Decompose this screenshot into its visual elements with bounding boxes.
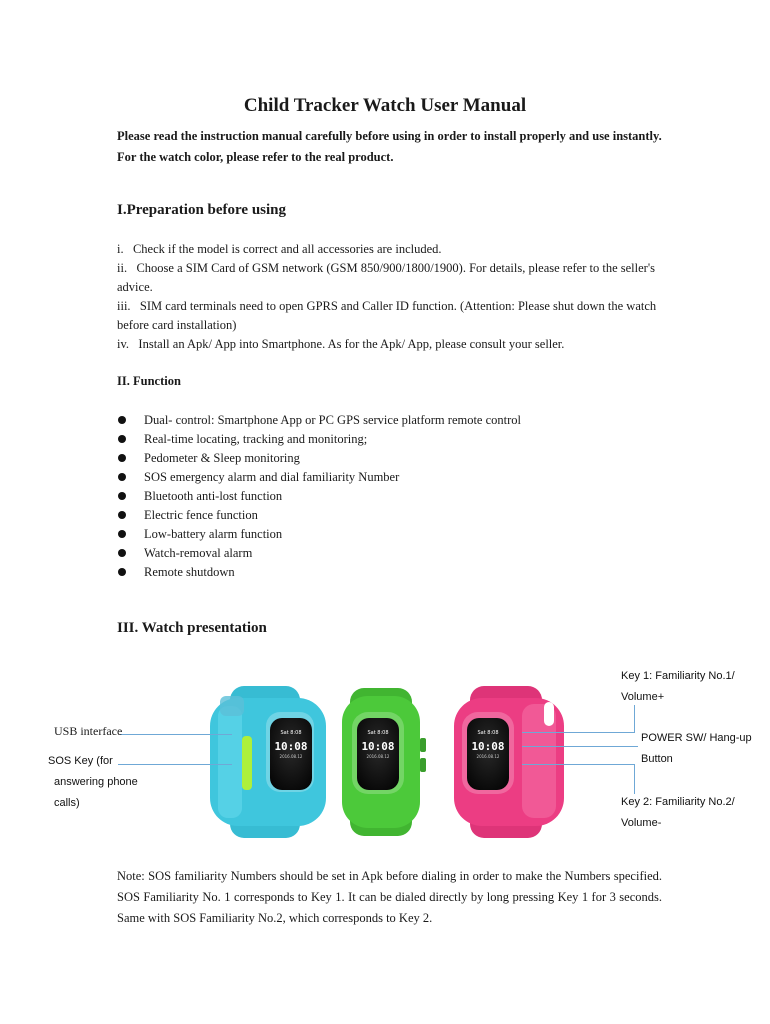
bullet-icon <box>118 511 126 519</box>
function-item-label: Low-battery alarm function <box>144 527 283 541</box>
function-item <box>117 487 521 506</box>
function-item <box>117 430 521 449</box>
green-watch <box>342 688 426 836</box>
key1-label-line: Volume+ <box>621 691 665 703</box>
bullet-icon <box>118 416 126 424</box>
key1-label <box>621 666 735 708</box>
bullet-icon <box>118 454 126 462</box>
section-heading-function: II. Function <box>117 374 181 388</box>
section-heading-watch-presentation: III. Watch presentation <box>117 620 267 636</box>
watch-screen-time: 10:08 <box>471 740 505 753</box>
bullet-icon <box>118 435 126 443</box>
function-item <box>117 468 521 487</box>
function-item <box>117 506 521 525</box>
watch-screen-date: 2016.08.12 <box>279 754 303 759</box>
key2-leader-line-vertical <box>634 764 635 794</box>
pink-watch <box>454 686 564 838</box>
function-item-label: SOS emergency alarm and dial familiarity Number <box>144 470 400 484</box>
sos-key-label-line: answering phone <box>54 776 138 788</box>
function-item <box>117 449 521 468</box>
note-paragraph: Note: SOS familiarity Numbers should be set in Apk before dialing in order to make the Numbers specified. SOS Familiarity No. 1 corresponds to Key 1. It can be dialed directly by long pressing Key 1 for 3 seconds. Same with SOS Familiarity No.2, which corresponds to Key 2. <box>117 869 662 925</box>
watch-screen-status: Sat 8:08 <box>477 730 499 736</box>
watch-screen-time: 10:08 <box>361 740 395 753</box>
intro-paragraph: Please read the instruction manual carefully before using in order to install properly and use instantly. For the watch color, please refer to the real product. <box>117 129 662 164</box>
usb-leader-line <box>120 734 232 735</box>
preparation-item: iii. SIM card terminals need to open GPRS and Caller ID function. (Attention: Please shut down the watch before card installation) <box>117 299 657 332</box>
key2-label <box>621 792 735 834</box>
power-switch-label <box>641 728 752 770</box>
function-item-label: Watch-removal alarm <box>144 546 253 560</box>
watch-screen-status: Sat 8:08 <box>367 730 389 736</box>
watch-product-image <box>200 686 570 838</box>
blue-watch <box>210 686 326 838</box>
watch-screen-time: 10:08 <box>274 740 308 753</box>
bullet-icon <box>118 568 126 576</box>
watch-screen-status: Sat 8:08 <box>280 730 302 736</box>
function-item <box>117 563 521 582</box>
key2-label-line: Key 2: Familiarity No.2/ <box>621 796 735 808</box>
key2-leader-line <box>522 764 634 765</box>
function-list <box>117 411 521 582</box>
bullet-icon <box>118 530 126 538</box>
bullet-icon <box>118 473 126 481</box>
key2-label-line: Volume- <box>621 817 662 829</box>
power-switch-label-line: Button <box>641 753 673 765</box>
bullet-icon <box>118 549 126 557</box>
function-item-label: Pedometer & Sleep monitoring <box>144 451 300 465</box>
preparation-list <box>117 240 662 354</box>
section-heading-preparation: I.Preparation before using <box>117 202 287 218</box>
function-item <box>117 411 521 430</box>
sos-key-label-line: calls) <box>54 797 80 809</box>
usb-interface-label: USB interface <box>54 724 123 738</box>
power-switch-label-line: POWER SW/ Hang-up <box>641 732 752 744</box>
function-item <box>117 544 521 563</box>
bullet-icon <box>118 492 126 500</box>
function-item-label: Remote shutdown <box>144 565 235 579</box>
key1-label-line: Key 1: Familiarity No.1/ <box>621 670 735 682</box>
key1-leader-line-vertical <box>634 705 635 733</box>
function-item-label: Dual- control: Smartphone App or PC GPS service platform remote control <box>144 413 522 427</box>
watch-screen-date: 2016.08.12 <box>366 754 390 759</box>
function-item-label: Bluetooth anti-lost function <box>144 489 283 503</box>
function-item-label: Electric fence function <box>144 508 258 522</box>
sos-key-label-line: SOS Key (for <box>48 755 113 767</box>
page-title: Child Tracker Watch User Manual <box>243 95 527 116</box>
preparation-item: iv. Install an Apk/ App into Smartphone. As for the Apk/ App, please consult your seller. <box>117 337 565 351</box>
preparation-item: ii. Choose a SIM Card of GSM network (GSM 850/900/1800/1900). For details, please refer to the seller's advice. <box>117 261 655 294</box>
function-item-label: Real-time locating, tracking and monitoring; <box>144 432 368 446</box>
preparation-item: i. Check if the model is correct and all accessories are included. <box>117 242 442 256</box>
watch-screen-date: 2016.08.12 <box>476 754 500 759</box>
function-item <box>117 525 521 544</box>
power-leader-line <box>522 746 638 747</box>
key1-leader-line <box>522 732 634 733</box>
sos-key-label <box>48 751 138 814</box>
